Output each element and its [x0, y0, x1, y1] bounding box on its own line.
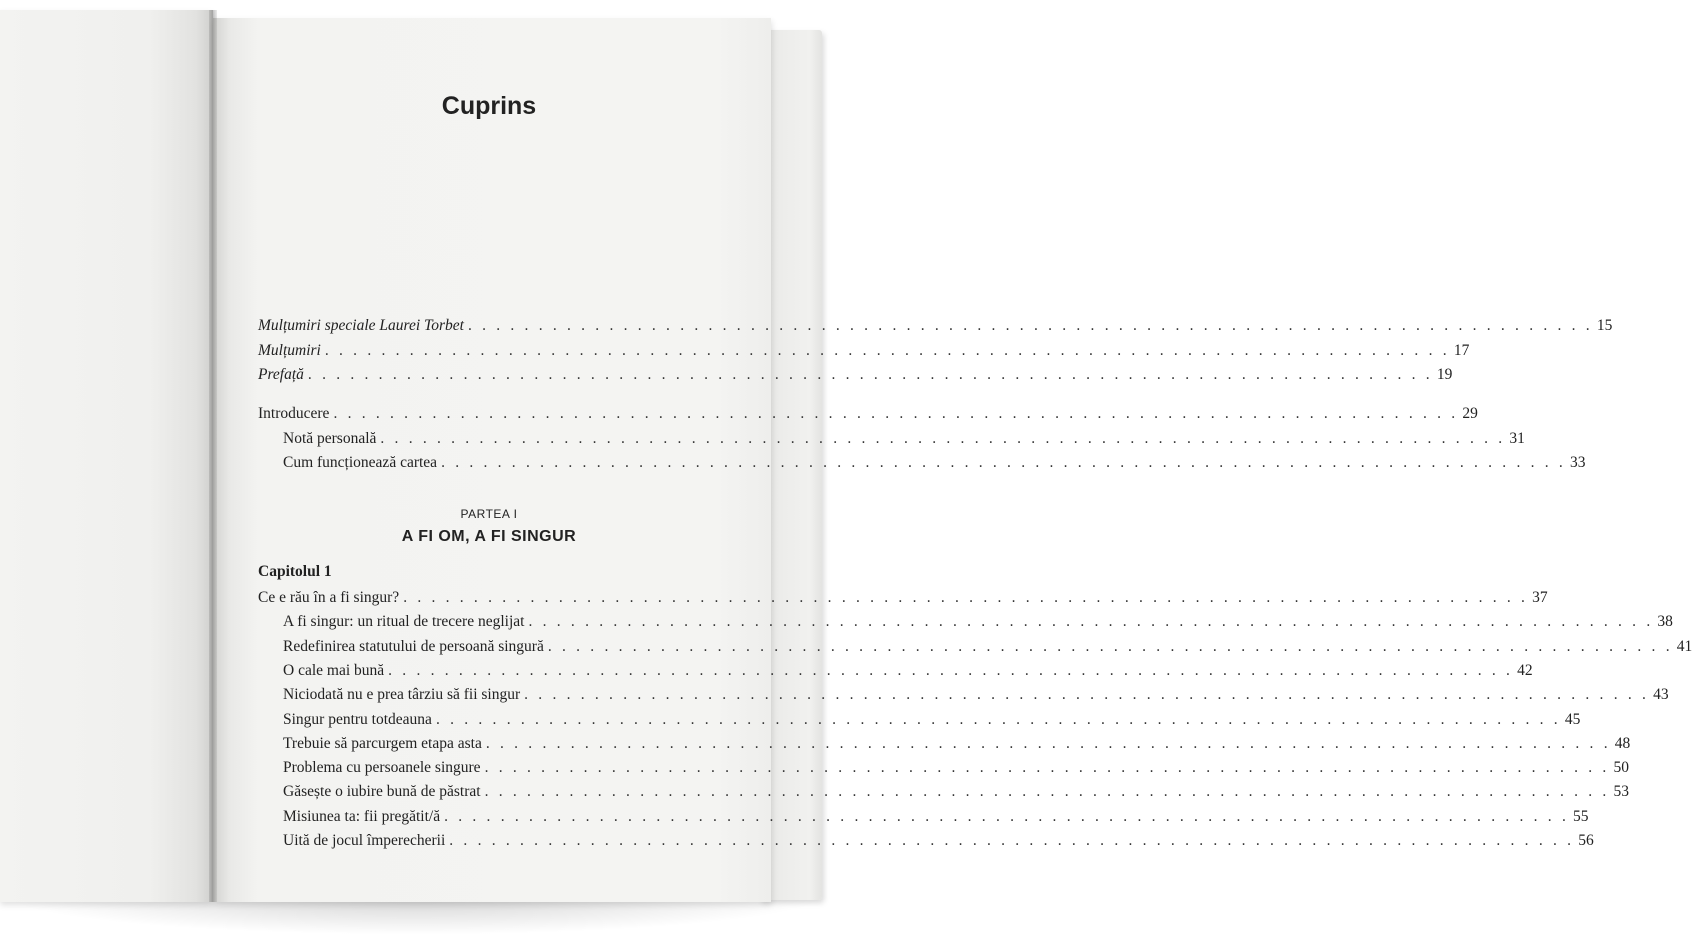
- toc-entry-title: Misiunea ta: fii pregătit/ă: [283, 807, 441, 825]
- dot-leader: . . . . . . . . . . . . . . . . . . . . . . . . . . . . . . . . . . . . . . . . . . . . . . . . . . . . . . . . . . . . . . . . . . . . . . . . . . . . . . . .: [524, 686, 1650, 704]
- page-title: Cuprins: [441, 92, 537, 120]
- toc-entry: [283, 612, 1673, 632]
- left-page: [0, 10, 213, 902]
- toc-entry-title: Uită de jocul împerecherii: [283, 832, 446, 849]
- chapter-heading: Capitolul 1: [258, 563, 332, 580]
- toc-entry-title: Problema cu persoanele singure: [283, 759, 481, 777]
- toc-page-number: 43: [1653, 686, 1669, 704]
- part-title: A FI OM, A FI SINGUR: [401, 528, 577, 545]
- toc-page-number: 15: [1596, 317, 1613, 334]
- toc-entry-title: Niciodată nu e prea târziu să fii singur: [283, 686, 521, 704]
- dot-leader: . . . . . . . . . . . . . . . . . . . . . . . . . . . . . . . . . . . . . . . . . . . . . . . . . . . . . . . . . . . . . . . . . . . . . . . . . . . . . . . .: [333, 405, 1459, 422]
- toc-entry: [283, 429, 1525, 449]
- toc-page-number: 50: [1613, 759, 1629, 777]
- dot-leader: . . . . . . . . . . . . . . . . . . . . . . . . . . . . . . . . . . . . . . . . . . . . . . . . . . . . . . . . . . . . . . . . . . . . . . . . . . . . . . . .: [307, 366, 1433, 383]
- toc-entry: [283, 734, 1631, 754]
- toc-page-number: 48: [1614, 734, 1631, 752]
- toc-page-number: 45: [1564, 710, 1581, 728]
- dot-leader: . . . . . . . . . . . . . . . . . . . . . . . . . . . . . . . . . . . . . . . . . . . . . . . . . . . . . . . . . . . . . . . . . . . . . . . . . . . . . . . .: [324, 341, 1450, 359]
- toc-page-number: 33: [1570, 454, 1586, 471]
- toc-page-number: 53: [1613, 783, 1629, 801]
- toc-page-number: 55: [1573, 807, 1589, 825]
- toc-entry: [258, 404, 1478, 424]
- dot-leader: . . . . . . . . . . . . . . . . . . . . . . . . . . . . . . . . . . . . . . . . . . . . . . . . . . . . . . . . . . . . . . . . . . . . . . . . . . . . . . . .: [485, 734, 1611, 752]
- toc-entry-title: Mulțumiri speciale Laurei Torbet: [258, 317, 464, 334]
- dot-leader: . . . . . . . . . . . . . . . . . . . . . . . . . . . . . . . . . . . . . . . . . . . . . . . . . . . . . . . . . . . . . . . . . . . . . . . . . . . . . . . .: [528, 613, 1654, 631]
- toc-entry-title: Redefinirea statutului de persoană singură: [283, 637, 544, 655]
- toc-entry: [258, 341, 1470, 361]
- dot-leader: . . . . . . . . . . . . . . . . . . . . . . . . . . . . . . . . . . . . . . . . . . . . . . . . . . . . . . . . . . . . . . . . . . . . . . . . . . . . . . . .: [449, 832, 1575, 849]
- toc-entry: [283, 453, 1586, 473]
- toc-entry-title: Introducere: [258, 405, 330, 422]
- toc-entry: [283, 685, 1669, 705]
- toc-entry: [258, 365, 1453, 385]
- toc-page-number: 41: [1676, 637, 1692, 655]
- toc-entry: [258, 588, 1548, 608]
- dot-leader: . . . . . . . . . . . . . . . . . . . . . . . . . . . . . . . . . . . . . . . . . . . . . . . . . . . . . . . . . . . . . . . . . . . . . . . . . . . . . . . .: [388, 661, 1514, 679]
- toc-entry-title: Prefață: [258, 366, 304, 383]
- toc-page-number: 29: [1462, 405, 1478, 422]
- dot-leader: . . . . . . . . . . . . . . . . . . . . . . . . . . . . . . . . . . . . . . . . . . . . . . . . . . . . . . . . . . . . . . . . . . . . . . . . . . . . . . . .: [484, 759, 1610, 777]
- dot-leader: . . . . . . . . . . . . . . . . . . . . . . . . . . . . . . . . . . . . . . . . . . . . . . . . . . . . . . . . . . . . . . . . . . . . . . . . . . . . . . . .: [435, 710, 1561, 728]
- toc-entry-title: Ce e rău în a fi singur?: [258, 589, 400, 606]
- toc-entry: [283, 782, 1629, 802]
- toc-page-number: 56: [1578, 832, 1594, 849]
- dot-leader: . . . . . . . . . . . . . . . . . . . . . . . . . . . . . . . . . . . . . . . . . . . . . . . . . . . . . . . . . . . . . . . . . . . . . . . . . . . . . . . .: [467, 317, 1593, 334]
- toc-entry-title: Trebuie să parcurgem etapa asta: [283, 734, 482, 752]
- toc-page-number: 19: [1436, 366, 1453, 383]
- toc-entry-title: O cale mai bună: [283, 661, 385, 679]
- dot-leader: . . . . . . . . . . . . . . . . . . . . . . . . . . . . . . . . . . . . . . . . . . . . . . . . . . . . . . . . . . . . . . . . . . . . . . . . . . . . . . . .: [380, 429, 1506, 447]
- part-label: PARTEA I: [460, 507, 518, 521]
- toc-entry: [258, 316, 1613, 336]
- toc-entry-title: Găsește o iubire bună de păstrat: [283, 783, 481, 801]
- toc-page-number: 37: [1532, 589, 1548, 606]
- toc-entry: [283, 661, 1533, 681]
- toc-entry: [283, 637, 1692, 657]
- toc-page-number: 31: [1509, 429, 1525, 447]
- toc-entry: [283, 831, 1594, 851]
- toc-entry-title: Mulțumiri: [258, 341, 321, 359]
- dot-leader: . . . . . . . . . . . . . . . . . . . . . . . . . . . . . . . . . . . . . . . . . . . . . . . . . . . . . . . . . . . . . . . . . . . . . . . . . . . . . . . .: [441, 454, 1566, 471]
- toc-page-number: 38: [1657, 613, 1673, 631]
- toc-entry-title: Cum funcționează cartea: [283, 454, 438, 471]
- dot-leader: . . . . . . . . . . . . . . . . . . . . . . . . . . . . . . . . . . . . . . . . . . . . . . . . . . . . . . . . . . . . . . . . . . . . . . . . . . . . . . . .: [547, 637, 1673, 655]
- toc-entry-title: Singur pentru totdeauna: [283, 710, 432, 728]
- book-spine: [209, 10, 217, 902]
- toc-entry-title: Notă personală: [283, 429, 377, 447]
- toc-entry: [283, 710, 1581, 730]
- dot-leader: . . . . . . . . . . . . . . . . . . . . . . . . . . . . . . . . . . . . . . . . . . . . . . . . . . . . . . . . . . . . . . . . . . . . . . . . . . . . . . . .: [484, 783, 1610, 801]
- toc-page-number: 17: [1453, 341, 1470, 359]
- dot-leader: . . . . . . . . . . . . . . . . . . . . . . . . . . . . . . . . . . . . . . . . . . . . . . . . . . . . . . . . . . . . . . . . . . . . . . . . . . . . . . . .: [444, 807, 1570, 825]
- toc-entry: [283, 807, 1589, 827]
- toc-entry-title: A fi singur: un ritual de trecere neglijat: [283, 613, 525, 631]
- dot-leader: . . . . . . . . . . . . . . . . . . . . . . . . . . . . . . . . . . . . . . . . . . . . . . . . . . . . . . . . . . . . . . . . . . . . . . . . . . . . . . . .: [403, 589, 1529, 606]
- toc-page-number: 42: [1517, 661, 1533, 679]
- toc-entry: [283, 758, 1629, 778]
